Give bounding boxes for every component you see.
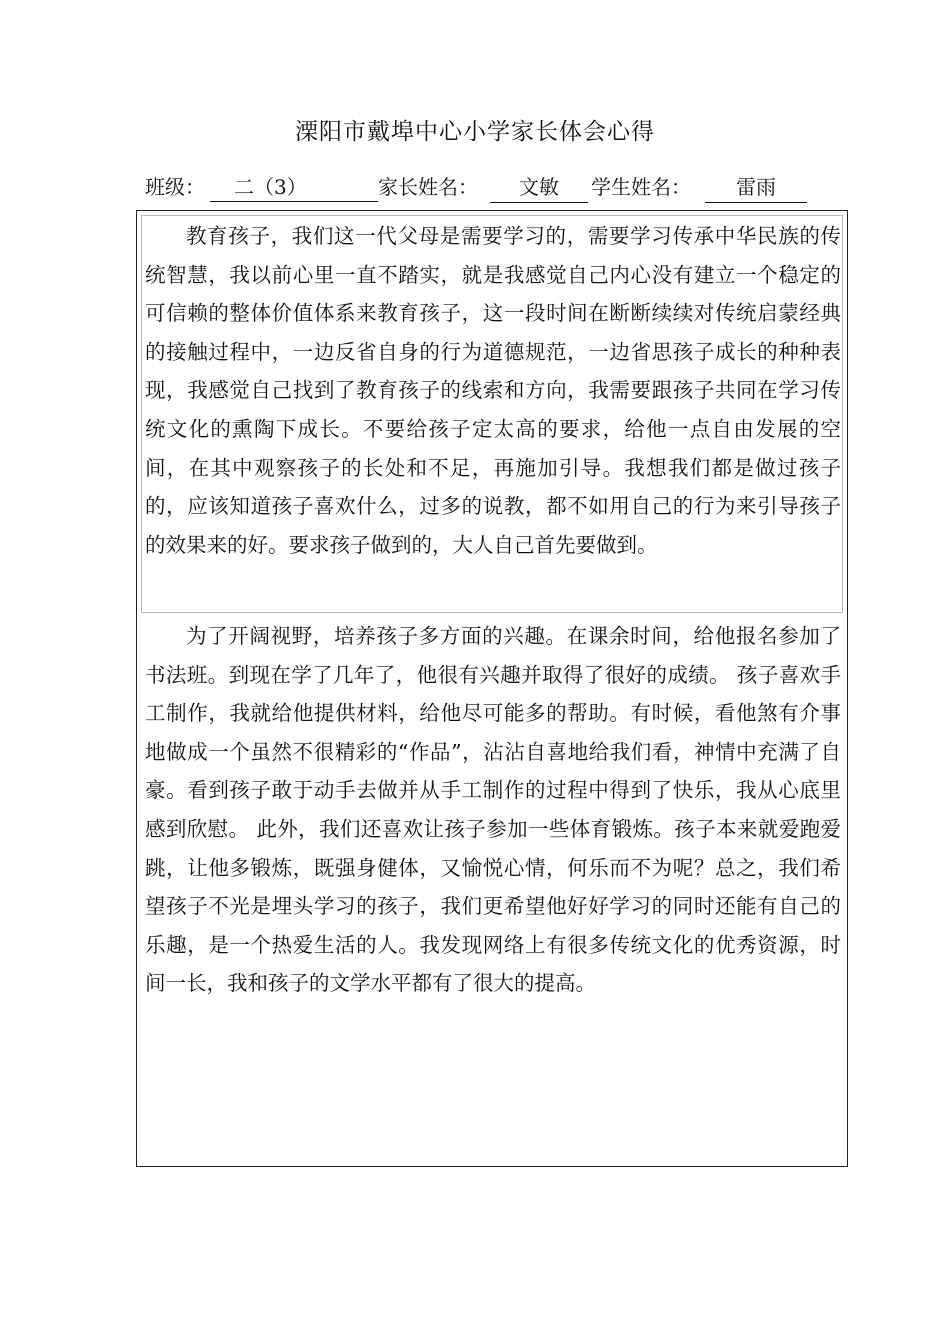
content-box bbox=[136, 210, 848, 1167]
parent-name-value: 文敏 bbox=[490, 172, 588, 203]
paragraph-1: 教育孩子，我们这一代父母是需要学习的，需要学习传承中华民族的传统智慧，我以前心里一直不踏实，就是我感觉自己内心没有建立一个稳定的可信赖的整体价值体系来教育孩子，这一段时间在断断续续对传统启蒙经典的接触过程中，一边反省自身的行为道德规范，一边省思孩子成长的种种表现，我感觉自己找到了教育孩子的线索和方向，我需要跟孩子共同在学习传统文化的熏陶下成长。不要给孩子定太高的要求，给他一点自由发展的空间，在其中观察孩子的长处和不足，再施加引导。我想我们都是做过孩子的，应该知道孩子喜欢什么，过多的说教，都不如用自己的行为来引导孩子的效果来的好。要求孩子做到的，大人自己首先要做到。 bbox=[145, 224, 841, 557]
class-label: 班级： bbox=[145, 175, 205, 199]
student-name-value: 雷雨 bbox=[705, 172, 807, 203]
parent-name-label: 家长姓名： bbox=[378, 175, 478, 199]
student-name-label: 学生姓名： bbox=[591, 175, 691, 199]
class-value: 二（3） bbox=[210, 172, 378, 202]
document-title: 溧阳市戴埠中心小学家长体会心得 bbox=[295, 119, 655, 145]
paragraph-2: 为了开阔视野，培养孩子多方面的兴趣。在课余时间，给他报名参加了书法班。到现在学了几年了，他很有兴趣并取得了很好的成绩。 孩子喜欢手工制作，我就给他提供材料，给他尽可能多的帮助。有时候，看他煞有介事地做成一个虽然不很精彩的“作品”，沾沾自喜地给我们看，神情中充满了自豪。看到孩子敢于动手去做并从手工制作的过程中得到了快乐，我从心底里感到欣慰。 此外，我们还喜欢让孩子参加一些体育锻炼。孩子本来就爱跑爱跳，让他多锻炼，既强身健体，又愉悦心情，何乐而不为呢？总之，我们希望孩子不光是埋头学习的孩子，我们更希望他好好学习的同时还能有自己的乐趣，是一个热爱生活的人。我发现网络上有很多传统文化的优秀资源，时间一长，我和孩子的文学水平都有了很大的提高。 bbox=[145, 624, 841, 996]
